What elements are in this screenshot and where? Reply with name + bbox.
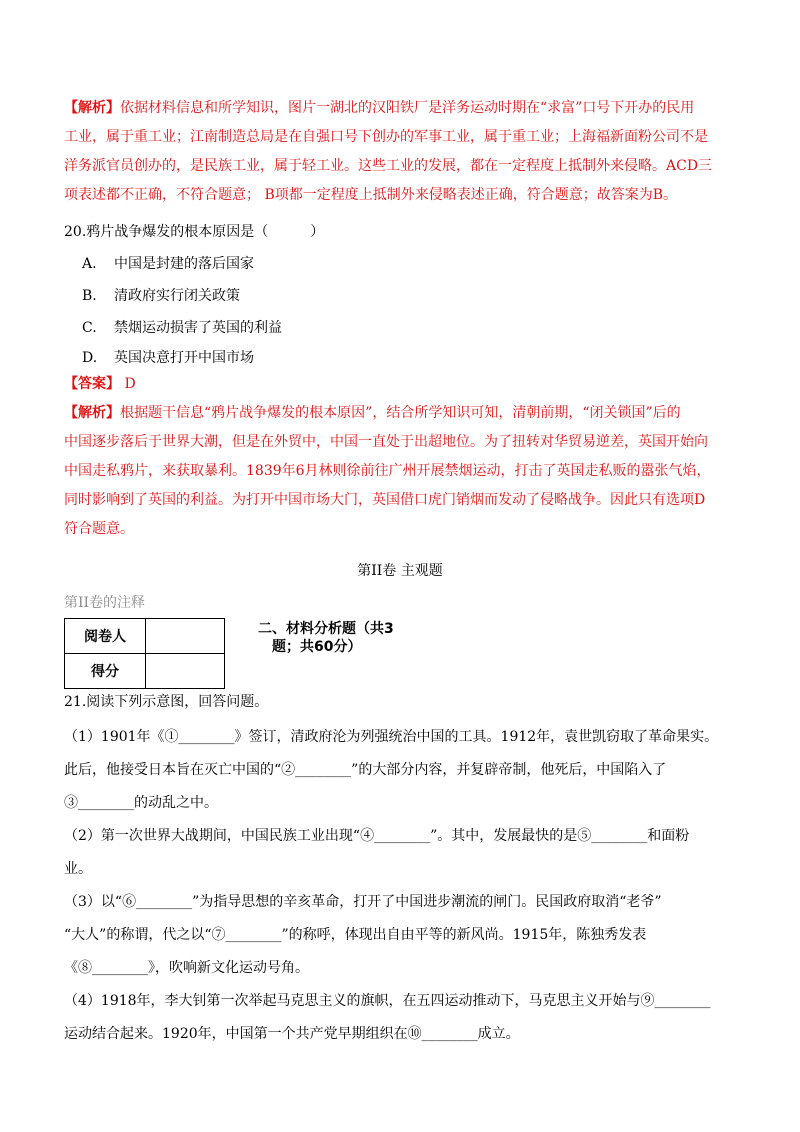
analysis-line: 工业，属于重工业；江南制造总局是在自强口号下创办的军事工业，属于重工业；上海福新面粉公司不是 bbox=[64, 129, 708, 145]
score-label: 得分 bbox=[65, 654, 146, 689]
option-b bbox=[82, 285, 240, 305]
option-a bbox=[82, 253, 254, 273]
question-line: “大人”的称谓，代之以“⑦________”的称呼，体现出自由平等的新风尚。1915年，陈独秀发表 bbox=[64, 927, 647, 943]
score-cell bbox=[146, 654, 225, 689]
question-line: 《⑧________》，吹响新文化运动号角。 bbox=[64, 960, 309, 976]
question-stem: 21.阅读下列示意图，回答问题。 bbox=[64, 694, 269, 710]
option-text: 清政府实行闭关政策 bbox=[114, 288, 240, 304]
option-text: 英国决意打开中国市场 bbox=[114, 350, 254, 366]
analysis-line: 项表述都不正确，不符合题意； B项都一定程度上抵制外来侵略表述正确，符合题意；故答案为B。 bbox=[64, 187, 678, 203]
part-title bbox=[258, 620, 394, 656]
option-text: 中国是封建的落后国家 bbox=[114, 256, 254, 272]
analysis-line: 中国逐步落后于世界大潮，但是在外贸中，中国一直处于出超地位。为了扭转对华贸易逆差，英国开始向 bbox=[64, 434, 708, 450]
question-line: （1）1901年《①________》签订，清政府沦为列强统治中国的工具。1912年，袁世凯窃取了革命果实。 bbox=[64, 729, 719, 745]
option-letter: C. bbox=[82, 320, 97, 336]
question-line: 业。 bbox=[64, 861, 92, 877]
reviewer-cell bbox=[146, 619, 225, 654]
reviewer-label: 阅卷人 bbox=[65, 619, 146, 654]
answer-tag: 【答案】 bbox=[64, 376, 120, 392]
analysis-block-19 bbox=[64, 94, 744, 210]
analysis-tag: 【解析】 bbox=[64, 100, 120, 116]
question-line: （2）第一次世界大战期间，中国民族工业出现“④________”。其中，发展最快的是⑤________和面粉 bbox=[64, 828, 690, 844]
option-c bbox=[82, 317, 282, 337]
part-title-line: 题；共60分） bbox=[272, 639, 362, 655]
question-line: 运动结合起来。1920年，中国第一个共产党早期组织在⑩________成立。 bbox=[64, 1026, 520, 1042]
question-line: ③________的动乱之中。 bbox=[64, 795, 218, 811]
part-title-line: 二、材料分析题（共3 bbox=[258, 621, 394, 637]
answer-value: D bbox=[120, 376, 136, 392]
analysis-line: 依据材料信息和所学知识，图片一湖北的汉阳铁厂是洋务运动时期在“求富”口号下开办的民用 bbox=[120, 100, 695, 116]
answer-20 bbox=[64, 370, 744, 399]
option-text: 禁烟运动损害了英国的利益 bbox=[114, 320, 282, 336]
option-letter: B. bbox=[82, 288, 97, 304]
question-line: 此后，他接受日本旨在灭亡中国的“②________”的大部分内容，并复辟帝制，他死后，中国陷入了 bbox=[64, 762, 667, 778]
question-line: （4）1918年，李大钊第一次举起马克思主义的旗帜，在五四运动推动下，马克思主义开始与⑨________ bbox=[64, 993, 711, 1009]
analysis-line: 中国走私鸦片，来获取暴利。1839年6月林则徐前往广州开展禁烟运动，打击了英国走私贩的嚣张气焰， bbox=[64, 463, 711, 479]
question-20-stem bbox=[64, 218, 744, 247]
option-letter: A. bbox=[82, 256, 97, 272]
grading-table bbox=[64, 618, 225, 689]
option-d bbox=[82, 347, 254, 367]
question-21 bbox=[64, 688, 744, 717]
analysis-line: 根据题干信息“鸦片战争爆发的根本原因”，结合所学知识可知，清朝前期，“闭关锁国”后的 bbox=[120, 405, 681, 421]
analysis-line: 洋务派官员创办的，是民族工业，属于轻工业。这些工业的发展，都在一定程度上抵制外来侵略。ACD三 bbox=[64, 158, 713, 174]
analysis-tag: 【解析】 bbox=[64, 405, 120, 421]
question-21-body bbox=[64, 721, 744, 1051]
analysis-line: 符合题意。 bbox=[64, 521, 134, 537]
analysis-line: 同时影响到了英国的利益。为打开中国市场大门，英国借口虎门销烟而发动了侵略战争。因此只有选项D bbox=[64, 492, 706, 508]
section-note: 第II卷的注释 bbox=[64, 595, 146, 611]
option-letter: D. bbox=[82, 350, 98, 366]
analysis-block-20 bbox=[64, 399, 744, 544]
question-line: （3）以“⑥________”为指导思想的辛亥革命，打开了中国进步潮流的闸门。民国政府取消“老爷” bbox=[64, 894, 662, 910]
section-title: 第II卷 主观题 bbox=[357, 563, 443, 579]
question-stem: 20.鸦片战争爆发的根本原因是（ ） bbox=[64, 224, 325, 240]
